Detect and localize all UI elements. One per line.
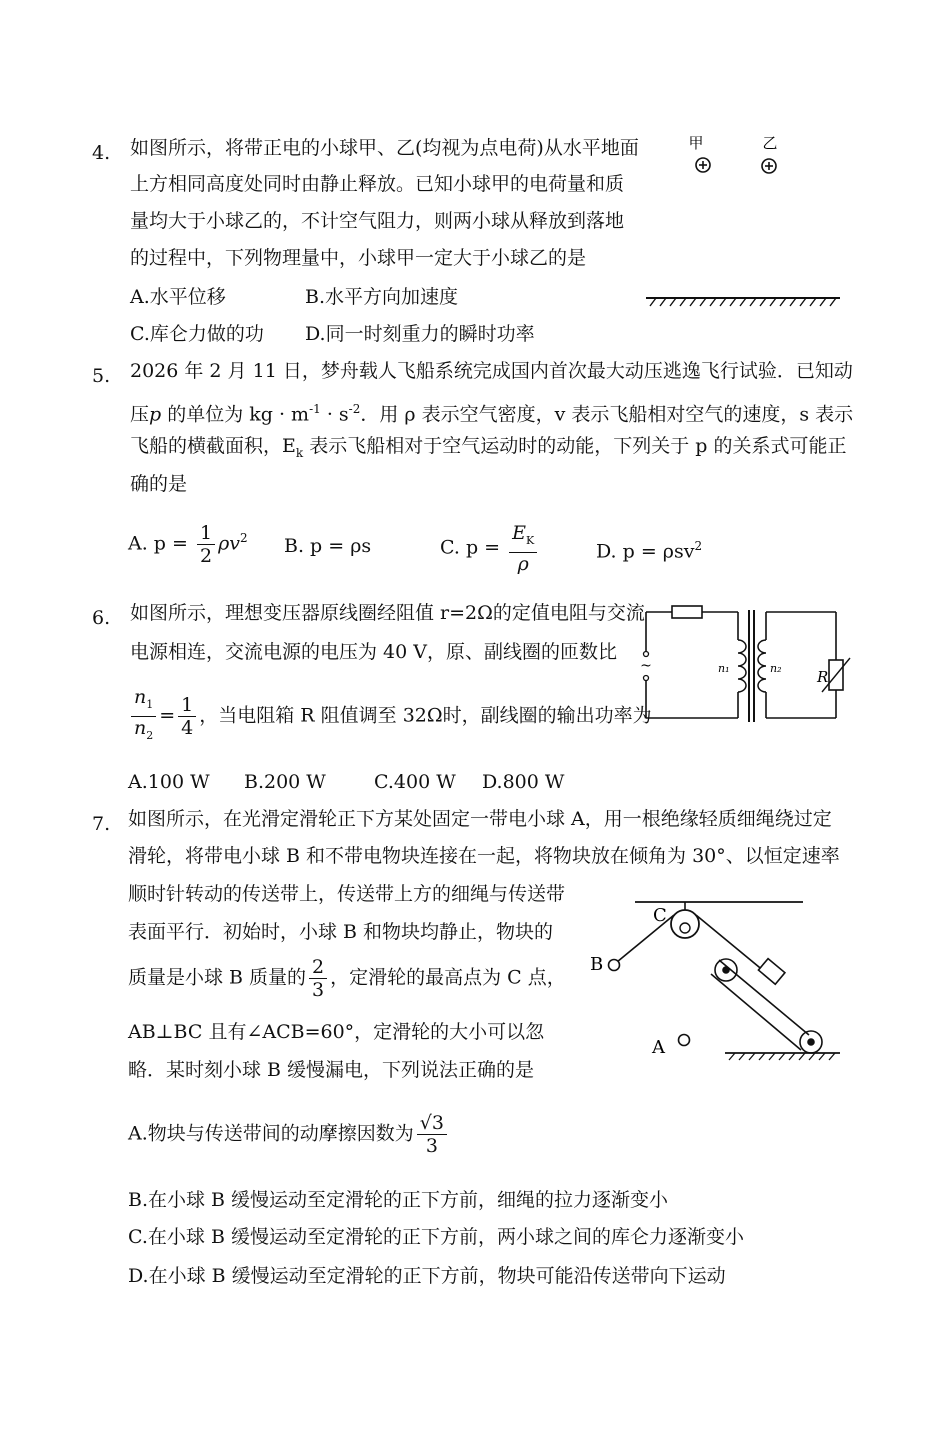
pulley-icon bbox=[671, 910, 699, 938]
q4-line-1: 如图所示，将带正电的小球甲、乙(均视为点电荷)从水平地面 bbox=[130, 137, 639, 159]
q7-line-2: 滑轮，将带电小球 B 和不带电物块连接在一起，将物块放在倾角为 30°、以恒定速率 bbox=[128, 845, 840, 867]
q7-line-7: 略．某时刻小球 B 缓慢漏电，下列说法正确的是 bbox=[128, 1059, 535, 1081]
q7-option-b: B.在小球 B 缓慢运动至定滑轮的正下方前，细绳的拉力逐渐变小 bbox=[128, 1189, 669, 1211]
label-b: B bbox=[590, 954, 604, 975]
q4-label-yi: 乙 bbox=[762, 134, 778, 152]
q7-line-5: 质量是小球 B 质量的 $\frac{2}{3}$ ，定滑轮的最高点为 C 点， bbox=[128, 956, 566, 1001]
transformer-core bbox=[749, 610, 754, 722]
q6-option-c: C.400 W bbox=[374, 771, 456, 793]
label-c: C bbox=[653, 905, 667, 926]
q5-option-c: C. p = $\frac{E_K}{\rho}$ bbox=[440, 522, 540, 575]
q4-line-4: 的过程中，下列物理量中，小球甲一定大于小球乙的是 bbox=[130, 247, 587, 269]
resistor-r-icon bbox=[672, 606, 702, 618]
ac-tilde-label: ~ bbox=[640, 658, 652, 674]
q5-line-3: 飞船的横截面积，$E_k$ 表示飞船相对于空气运动时的动能，下列关于 p 的关系式可能正 bbox=[130, 435, 847, 460]
q4-figure bbox=[640, 130, 850, 315]
q5-option-d: D. p = ρsv$^2$ bbox=[596, 539, 703, 563]
q7-line-3: 顺时针转动的传送带上，传送带上方的细绳与传送带 bbox=[128, 883, 566, 905]
q4-option-a: A.水平位移 bbox=[130, 286, 226, 308]
secondary-coil-icon bbox=[758, 640, 766, 692]
q4-line-3: 量均大于小球乙的，不计空气阻力，则两小球从释放到落地 bbox=[130, 210, 625, 232]
q4-ground bbox=[646, 298, 840, 306]
q4-label-jia: 甲 bbox=[688, 134, 704, 152]
q4-ball-yi bbox=[762, 159, 776, 173]
primary-coil-icon bbox=[738, 640, 746, 692]
q6-option-d: D.800 W bbox=[482, 771, 565, 793]
q4-ball-jia bbox=[696, 158, 710, 172]
q7-option-d: D.在小球 B 缓慢运动至定滑轮的正下方前，物块可能沿传送带向下运动 bbox=[128, 1265, 726, 1287]
label-a: A bbox=[652, 1037, 665, 1058]
q5-option-b: B. p = ρs bbox=[284, 535, 372, 557]
q7-line-6: AB⊥BC 且有∠ACB=60°，定滑轮的大小可以忽 bbox=[128, 1021, 545, 1043]
q5-option-a: A. p = $\frac{1}{2}$ $\rho v^2$ bbox=[128, 522, 248, 567]
q7-option-a: A.物块与传送带间的动摩擦因数为 $\frac{√3}{3}$ bbox=[128, 1112, 450, 1157]
q4-number: 4. bbox=[92, 142, 111, 164]
q6-line-3: $\frac{n_1}{n_2}$ = $\frac{1}{4}$ ，当电阻箱 R 阻值调至 32Ω时，副线圈的输出功率为 bbox=[128, 686, 652, 747]
ball-a bbox=[679, 1035, 690, 1046]
q7-figure bbox=[585, 890, 847, 1065]
q7-ground bbox=[725, 1053, 840, 1060]
q7-option-c: C.在小球 B 缓慢运动至定滑轮的正下方前，两小球之间的库仑力逐渐变小 bbox=[128, 1226, 744, 1248]
q6-line-2: 电源相连，交流电源的电压为 40 V，原、副线圈的匝数比 bbox=[130, 641, 617, 663]
q7-line-4: 表面平行．初始时，小球 B 和物块均静止，物块的 bbox=[128, 921, 554, 943]
q6-figure bbox=[640, 600, 850, 725]
q5-number: 5. bbox=[92, 365, 111, 387]
block bbox=[758, 959, 784, 985]
q6-option-a: A.100 W bbox=[128, 771, 210, 793]
q4-option-d: D.同一时刻重力的瞬时功率 bbox=[305, 323, 535, 345]
n2-label: n₂ bbox=[770, 662, 782, 675]
q5-line-4: 确的是 bbox=[130, 473, 188, 495]
q7-line-1: 如图所示，在光滑定滑轮正下方某处固定一带电小球 A，用一根绝缘轻质细绳绕过定 bbox=[128, 808, 832, 830]
q7-number: 7. bbox=[92, 813, 111, 835]
rope-to-block bbox=[696, 915, 765, 972]
ac-source-icon bbox=[640, 652, 652, 681]
q6-number: 6. bbox=[92, 607, 111, 629]
q4-option-c: C.库仑力做的功 bbox=[130, 323, 264, 345]
q4-option-b: B.水平方向加速度 bbox=[305, 286, 459, 308]
q4-line-2: 上方相同高度处同时由静止释放。已知小球甲的电荷量和质 bbox=[130, 173, 625, 195]
r-label: R bbox=[817, 668, 829, 686]
q6-option-b: B.200 W bbox=[244, 771, 326, 793]
rope-to-b bbox=[617, 915, 674, 962]
q5-line-2: 压p 的单位为 kg · $m^{-1} \cdot s^{-2}$．用 ρ 表示空气密度，v 表示飞船相对空气的速度，s 表示 bbox=[130, 402, 854, 426]
q5-line-1: 2026 年 2 月 11 日，梦舟载人飞船系统完成国内首次最大动压逃逸飞行试验．已知动 bbox=[130, 360, 853, 382]
q6-line-1: 如图所示，理想变压器原线圈经阻值 r=2Ω的定值电阻与交流 bbox=[130, 602, 645, 624]
ball-b bbox=[609, 960, 620, 971]
n1-label: n₁ bbox=[718, 662, 730, 675]
